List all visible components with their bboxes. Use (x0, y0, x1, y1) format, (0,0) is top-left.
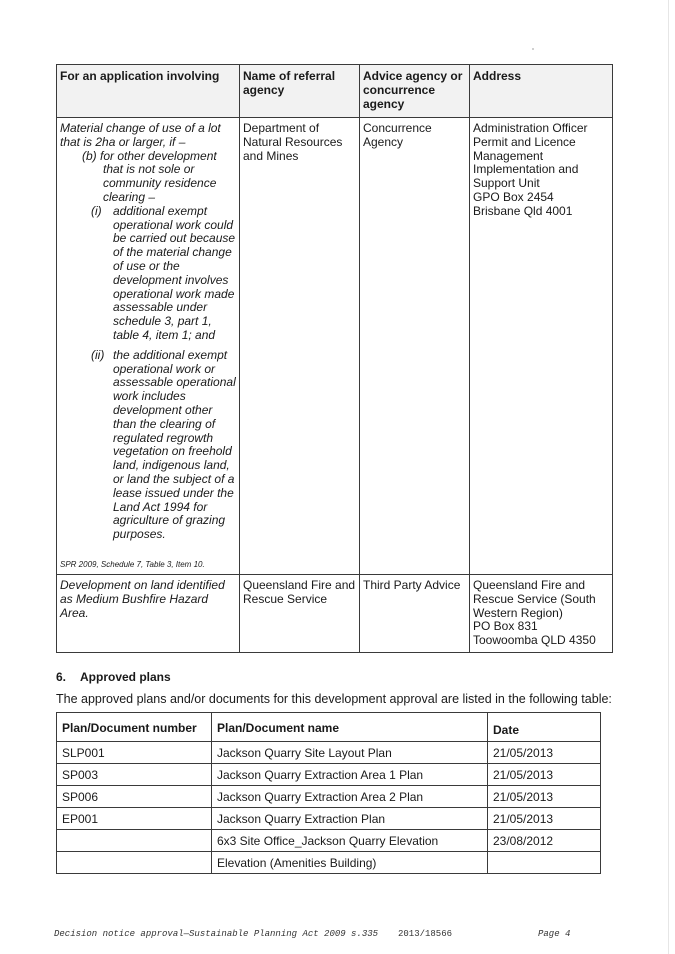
header-plan-number: Plan/Document number (57, 713, 212, 742)
section-heading (56, 670, 171, 684)
address-line: Support Unit (473, 176, 540, 191)
scan-edge (668, 0, 669, 954)
plan-date (488, 852, 601, 874)
address-line: PO Box 831 (473, 619, 538, 634)
referral-agency-cell: Queensland Fire and Rescue Service (240, 574, 360, 652)
address-line: Toowoomba QLD 4350 (473, 633, 596, 648)
address-line: Brisbane Qld 4001 (473, 203, 573, 218)
table-row (57, 118, 613, 575)
clause-ii-text: the additional exempt operational work or assessable operational work includes development other than the clearing of regulated regrowth vegetation on freehold land, indigenous land, or land the subject of a lease issued under the Land Act 1994 for agriculture of grazing purposes. (113, 347, 236, 542)
application-cell: Development on land identified as Medium Bushfire Hazard Area. (57, 574, 240, 652)
approved-plans-table (56, 712, 601, 874)
plan-date: 23/08/2012 (488, 830, 601, 852)
table-row (57, 852, 601, 874)
plan-date: 21/05/2013 (488, 808, 601, 830)
plan-name: 6x3 Site Office_Jackson Quarry Elevation (212, 830, 488, 852)
clause-ii-number: (ii) (91, 347, 105, 362)
header-date: Date (488, 713, 601, 742)
plan-number (57, 830, 212, 852)
section-number: 6. (56, 670, 67, 684)
agency-type-cell: Concurrence Agency (360, 118, 470, 575)
plan-name: Elevation (Amenities Building) (212, 852, 488, 874)
header-referral-agency: Name of referral agency (240, 65, 360, 118)
clause-i-number: (i) (91, 203, 102, 218)
plan-number (57, 852, 212, 874)
application-intro: Material change of use of a lot that is 2ha or larger, if – (60, 121, 221, 149)
table-row (57, 830, 601, 852)
plan-date: 21/05/2013 (488, 742, 601, 764)
page-number: Page 4 (538, 929, 571, 939)
address-line: Management (473, 148, 544, 163)
application-cell (57, 118, 240, 575)
table-row (57, 574, 613, 652)
table-header-row (57, 65, 613, 118)
section-title: Approved plans (80, 670, 171, 684)
clause-i (91, 205, 237, 343)
agency-type-cell: Third Party Advice (360, 574, 470, 652)
address-line: Implementation and (473, 162, 579, 177)
address-line: Western Region) (473, 605, 563, 620)
plan-date: 21/05/2013 (488, 764, 601, 786)
clause-i-text: additional exempt operational work could be carried out because of the material change of use or the development involves operational work made assessable under schedule 3, part 1, table 4, item 1; and (113, 203, 236, 342)
plan-name: Jackson Quarry Site Layout Plan (212, 742, 488, 764)
address-line: Administration Officer (473, 121, 588, 135)
plan-number: SLP001 (57, 742, 212, 764)
plan-date: 21/05/2013 (488, 786, 601, 808)
table-row (57, 786, 601, 808)
header-agency-type: Advice agency or concurrence agency (360, 65, 470, 118)
plan-name: Jackson Quarry Extraction Area 2 Plan (212, 786, 488, 808)
table-header-row (57, 713, 601, 742)
header-application: For an application involving (57, 65, 240, 118)
section-intro: The approved plans and/or documents for this development approval are listed in the following table: (56, 692, 612, 706)
address-cell (470, 574, 613, 652)
address-line: GPO Box 2454 (473, 189, 554, 204)
address-line: Permit and Licence (473, 134, 576, 149)
header-address: Address (470, 65, 613, 118)
scan-speck (532, 48, 534, 50)
plan-name: Jackson Quarry Extraction Area 1 Plan (212, 764, 488, 786)
address-cell (470, 118, 613, 575)
footer-title: Decision notice approval—Sustainable Planning Act 2009 s.335 (54, 929, 379, 939)
plan-number: SP006 (57, 786, 212, 808)
address-line: Queensland Fire and (473, 577, 586, 592)
legislation-reference: SPR 2009, Schedule 7, Table 3, Item 10. (60, 559, 205, 569)
referral-agency-table (56, 64, 613, 653)
header-plan-name: Plan/Document name (212, 713, 488, 742)
clause-b: (b) for other development that is not sole or community residence clearing – (82, 148, 217, 204)
plan-name: Jackson Quarry Extraction Plan (212, 808, 488, 830)
table-row (57, 808, 601, 830)
plan-number: EP001 (57, 808, 212, 830)
clause-ii (91, 349, 237, 542)
table-row (57, 742, 601, 764)
plan-number: SP003 (57, 764, 212, 786)
address-line: Rescue Service (South (473, 591, 596, 606)
referral-agency-cell: Department of Natural Resources and Mines (240, 118, 360, 575)
table-row (57, 764, 601, 786)
footer-reference: 2013/18566 (398, 929, 453, 939)
